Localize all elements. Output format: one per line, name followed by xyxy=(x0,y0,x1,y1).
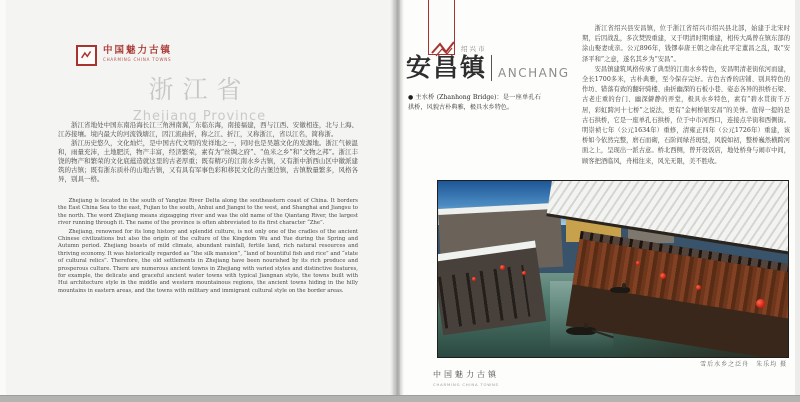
province-title-block xyxy=(6,70,393,124)
brand-text xyxy=(103,45,172,62)
boatman xyxy=(584,323,588,328)
page-right-anchang xyxy=(400,0,795,396)
bullet-icon: ● xyxy=(408,94,414,101)
red-lantern xyxy=(660,273,666,279)
boatman xyxy=(622,283,626,288)
town-title-en: ANCHANG xyxy=(498,66,570,80)
book-bottom-edge xyxy=(0,395,800,402)
anchang-canal-photo xyxy=(437,180,789,358)
red-lantern xyxy=(522,271,526,275)
cn-paragraph: 浙江省绍兴县安昌镇，位于浙江省绍兴市绍兴县北部，始建于北宋时期，后因战乱，多次焚毁重建，又于明清时期重建，相传大禹曾在镇东部的涂山娶妻成亲。公元896年，钱镠奉唐王朝之命在此平定董昌之乱，取“安泽平和”之意，遂名其乡为“安昌”。 xyxy=(582,25,790,63)
right-page-edge xyxy=(795,0,800,396)
red-lantern xyxy=(636,261,640,265)
town-title-cn: 安昌镇 xyxy=(406,53,488,82)
footer-brand-cn: 中国魅力古镇 xyxy=(433,370,499,379)
town-intro-chinese xyxy=(582,24,790,167)
brand-name-cn: 中国魅力古镇 xyxy=(103,45,173,56)
brand-logo xyxy=(76,45,172,66)
main-sight-note xyxy=(408,93,541,113)
chapter-ribbon xyxy=(428,0,455,55)
page-gutter xyxy=(390,0,404,396)
city-label: 绍兴市 xyxy=(461,45,487,53)
cn-paragraph: 安昌镇建筑风格传承了典型的江南水乡特色，安昌明清老街依河而建，全长1700多米，古朴典雅，至今保存完好。古色古香的店铺、别具特色的作坊、错落有致的翻轩骑楼、曲折幽深的石板小巷、姿态各异的拱桥石梁、古老庄重的台门、幽深僻静的弄堂，极具水乡特色，素有“碧水贯街千万居，彩虹跨河十七桥”之说法，更有“金柯桥银安昌”的美誉。值得一提的是古石拱桥，它是一座单孔石拱桥，位于中市河西口，连接点半街和西侧街。明崇祯七年（公元1634年）重修，清雍正四年（公元1726年）重建，该桥如今依然完整，磨石而砌，石阶间绿苔斑驳，风貌如初，整桥巍然横跨河面之上，呈现出一派古意。桥北西侧，曾开设饭店，地处桥身与闹市中间，顾客把酒临风，舟楫往来，风光无限，美不胜收。 xyxy=(582,65,790,165)
red-lantern xyxy=(756,299,765,308)
province-title-cn: 浙江省 xyxy=(148,75,251,104)
page-left-zhejiang xyxy=(6,0,393,396)
footer-brand-en: CHARMING CHINA TOWNS xyxy=(433,381,499,387)
province-intro-english xyxy=(58,198,358,296)
cn-paragraph: 浙江历史悠久，文化灿烂，是中国古代文明的发祥地之一，同时也是吴越文化的发源地。浙江气候温和，雨量充沛，土地肥沃，物产丰富，经济繁荣，素有为“丝绸之府”、“鱼米之乡”和“文物之邦”。浙江丰饶的物产和繁荣的文化底蕴造就这里的古老厚重；既有精巧的江南水乡古镇，又有浙中浙西山区中徽派建筑的古镇；既有浙东质朴的山地古镇，又有具有军事色彩和移民文化的古堡边镇，古镇数量繁多，风格各异，别具一格。 xyxy=(58,139,358,183)
boat xyxy=(610,287,630,293)
town-title-block xyxy=(406,54,570,82)
red-lantern xyxy=(472,277,476,281)
cn-paragraph: 浙江省地处中国东南沿海长江三角洲南翼，东临东海，南接福建，西与江西、安徽相连，北与上海、江苏接壤。境内最大的河流钱塘江，因江流曲折，称之江、折江，又称浙江，省以江名，简称浙。 xyxy=(58,121,358,138)
en-paragraph: Zhejiang, renowned for its long history and splendid culture, is not only one of the cradles of the ancient Chinese civilizations but also the origin of the culture of the Kingdom Wu and Yue during the Spring and Autumn period. Zhejiang boasts of mild climate, abundant rainfall, fertile land, rich natural resources and thriving economy. It was historically regarded as “the silk mansion”, “land of bountiful fish and rice” and “state of cultural relics”. Therefore, the old settlements in Zhejiang have been nourished by its rich produce and prosperous culture. There are numerous ancient towns in Zhejiang with varied styles and distinctive features, for example, the delicate and graceful ancient water towns with typical Jiangnan style, the towns built with Hui architecture style in the middle and western mountainous regions, the ancient towns hiding in the hilly mountains in eastern areas, and the towns with military and immigrant cultural style on the border areas. xyxy=(58,228,358,294)
photo-caption: 雪后水乡之泛舟 朱乐均 摄 xyxy=(700,361,787,368)
en-paragraph: Zhejiang is located in the south of Yangtze River Delta along the southeastern coast of China. It borders the East China Sea to the east, Fujian to the south, Anhui and Jiangxi to the west, and Shanghai and Jiangsu to the north. The word Zhejiang means zigzagging river and was the old name of the Qiantang River, the largest river running through it. The name of the province is often abbreviated to its first character “Zhe”. xyxy=(58,198,358,227)
main-sight-text: 主水桥 (Zhanhong Bridge)：是一座单孔石拱桥，风貌古朴典雅，极具水乡特色。 xyxy=(408,94,541,111)
province-intro-chinese xyxy=(58,121,358,184)
province-title-en: Zhejiang Province xyxy=(132,109,267,124)
page-footer xyxy=(433,369,499,387)
brand-name-en: CHARMING CHINA TOWNS xyxy=(103,57,172,62)
red-lantern xyxy=(500,265,505,270)
title-divider xyxy=(491,55,492,81)
brand-bird-icon xyxy=(76,45,97,66)
red-lantern xyxy=(696,285,701,290)
